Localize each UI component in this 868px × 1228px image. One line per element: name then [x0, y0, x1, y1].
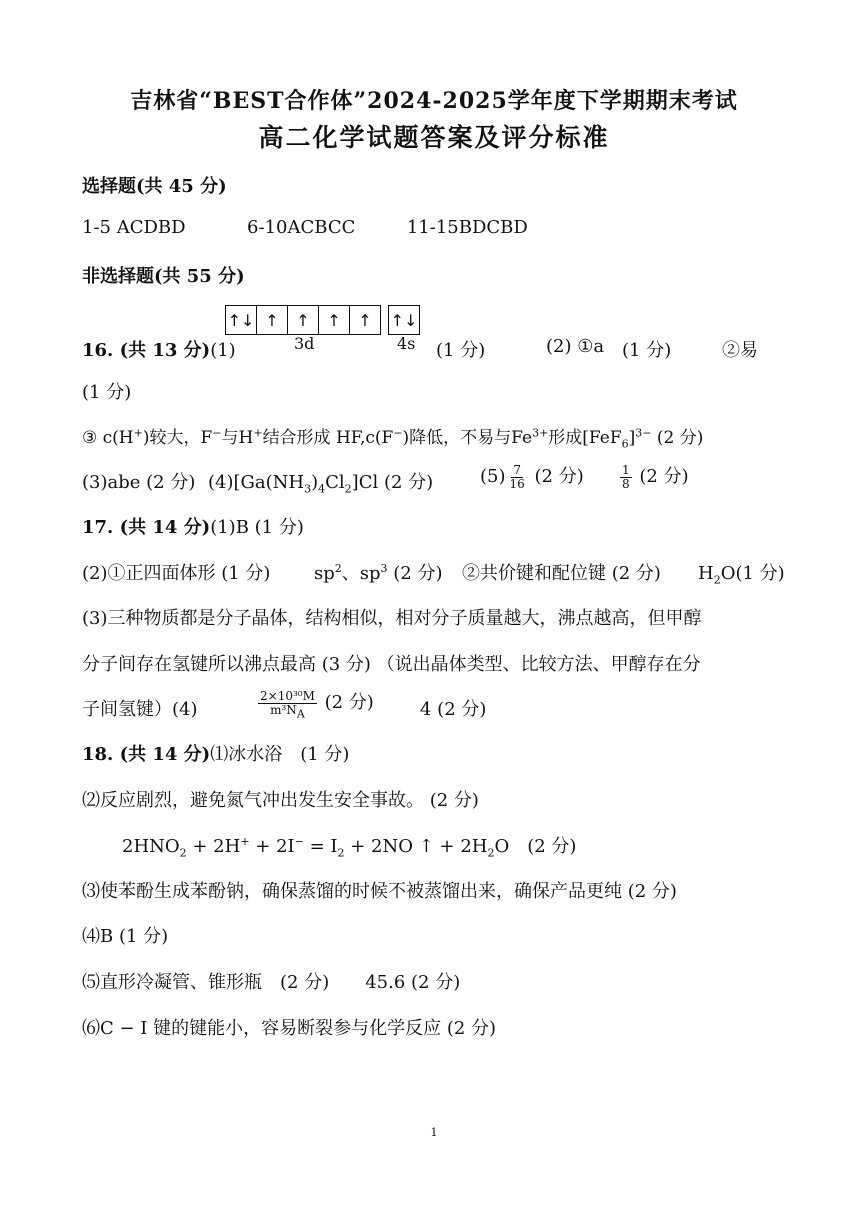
choice-answers: [82, 217, 528, 238]
exam-subtitle: 高二化学试题答案及评分标准: [258, 123, 610, 152]
choice-heading: 选择题(共 45 分): [82, 176, 227, 197]
density-fraction: $\frac{\text{2×10³⁰M}}{m^3N_A}$: [260, 688, 315, 720]
q16-part3: ③ c(H+)较大，F−与H+结合形成 HF,c(F−)降低，不易与$Fe^{3+}$形成$[FeF_6]^{3-}$ (2 分): [82, 426, 704, 451]
q16-score-2b: (1 分): [82, 382, 132, 403]
nonchoice-heading: 非选择题(共 55 分): [82, 266, 245, 287]
q16-score-2: (1 分): [622, 340, 672, 361]
exam-title: 吉林省“BEST合作体”2024-2025学年度下学期期末考试: [130, 88, 738, 114]
orbital-3d-cell-1: ↑↓: [226, 306, 257, 334]
q18-equation: $2HNO_2 + 2H^+ + 2I^- = I_2 + 2NO$ ↑ + $2H_2O$ (2 分): [122, 835, 577, 860]
q18-line-4: ⑷B (1 分): [82, 926, 169, 947]
q18-line-2: ⑵反应剧烈，避免氮气冲出发生安全事故。 (2 分): [82, 790, 479, 811]
orbital-3d-cell-4: ↑: [319, 306, 350, 334]
q16-score-1: (1 分): [436, 340, 486, 361]
q16-part2: (2) ①a: [546, 336, 605, 357]
q18-line-3: ⑶使苯酚生成苯酚钠，确保蒸馏的时候不被蒸馏出来，确保产品更纯 (2 分): [82, 881, 677, 902]
choice-group-1: 1-5 ACDBD: [82, 217, 186, 238]
q17-line-2d: $H_2O(1$ 分): [698, 563, 785, 587]
orbital-4s-cell-1: ↑↓: [390, 310, 418, 330]
q17-line-3: (3)三种物质都是分子晶体，结构相似，相对分子质量越大，沸点越高，但甲醇: [82, 608, 702, 629]
q16-line-4: (3)abe (2 分): [82, 472, 196, 493]
q17-line-2c: ②共价键和配位键 (2 分): [462, 563, 661, 584]
q17-line-5b: $\frac{\text{2×10³⁰M}}{m^3N_A}$ (2 分): [260, 688, 374, 720]
q16-line-4c: (5) $\frac{7}{16}$ (2 分): [480, 462, 584, 491]
q17-line-2: (2)①正四面体形 (1 分): [82, 563, 271, 584]
choice-group-2: 6-10ACBCC: [247, 217, 356, 238]
q18-label: 18. (共 14 分): [82, 744, 211, 765]
q17-label: 17. (共 14 分): [82, 517, 211, 538]
orbital-3d-cell-3: ↑: [288, 306, 319, 334]
q16-line-4b: $(4)[Ga(NH_3)_4Cl_2]Cl$ (2 分): [208, 472, 434, 496]
orbital-3d-cell-5: ↑: [358, 310, 372, 330]
q17-line-1: 17. (共 14 分)(1)B (1 分): [82, 517, 304, 538]
orbital-3d-cell-2: ↑: [257, 306, 288, 334]
orbital-4s-box: [388, 305, 420, 335]
orbital-3d-label: 3d: [294, 334, 315, 353]
fraction-1-8: $\frac{1}{8}$: [622, 462, 630, 491]
q17-line-5: 子间氢键）(4): [82, 699, 198, 720]
q18-line-5: ⑸直形冷凝管、锥形瓶 (2 分) 45.6 (2 分): [82, 972, 461, 993]
q16-label: 16. (共 13 分): [82, 340, 211, 361]
choice-group-3: 11-15BDCBD: [406, 217, 528, 238]
q16-score-3: (2 分): [656, 428, 704, 448]
orbital-4s-label: 4s: [397, 334, 416, 353]
q17-line-5c: 4 (2 分): [420, 699, 487, 720]
page-number: 1: [430, 1126, 438, 1139]
q18-line-6: ⑹C − I 键的键能小，容易断裂参与化学反应 (2 分): [82, 1018, 497, 1039]
q16-part2b: ②易: [722, 340, 758, 361]
q18-line-1: 18. (共 14 分)⑴冰水浴 (1 分): [82, 744, 350, 765]
fraction-7-16: $\frac{7}{16}$: [509, 462, 525, 491]
q16-line-4d: $\frac{1}{8}$ (2 分): [622, 462, 689, 491]
q17-line-2b: $sp^2$、$sp^3$ (2 分): [314, 562, 443, 584]
q16-line-1: [82, 336, 236, 362]
q17-line-4: 分子间存在氢键所以沸点最高 (3 分) （说出晶体类型、比较方法、甲醇存在分: [82, 654, 701, 675]
q16-part1: (1): [210, 340, 236, 361]
orbital-3d-box: [225, 305, 381, 335]
